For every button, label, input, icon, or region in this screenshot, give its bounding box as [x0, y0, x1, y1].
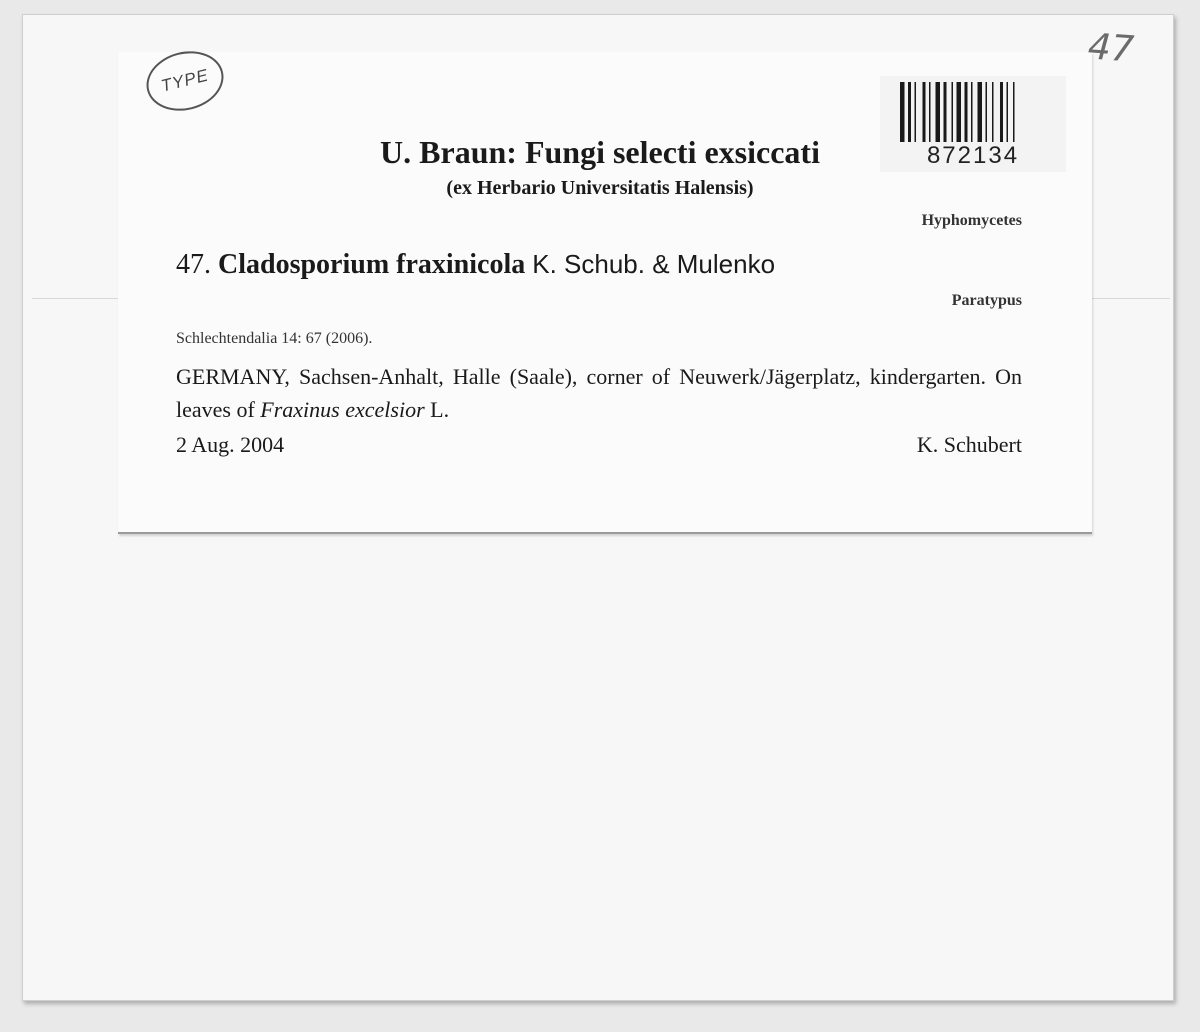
- series-title: U. Braun: Fungi selecti exsiccati: [380, 134, 820, 170]
- handwritten-number: 47: [1086, 26, 1136, 71]
- group-name: Hyphomycetes: [921, 212, 1022, 229]
- barcode-number: 872134: [926, 142, 1020, 169]
- taxon-line: [176, 249, 775, 281]
- host-author: L.: [424, 397, 450, 422]
- type-stamp: TYPE: [140, 43, 230, 118]
- collector-name: K. Schubert: [916, 432, 1022, 457]
- barcode-icon: [900, 82, 1046, 142]
- taxon-name: Cladosporium fraxinicola: [218, 249, 526, 280]
- barcode-label: [880, 76, 1066, 172]
- exsiccata-number: 47.: [176, 249, 211, 280]
- type-status: Paratypus: [951, 292, 1022, 309]
- collection-date: 2 Aug. 2004: [176, 432, 285, 457]
- locality-text: [176, 360, 1022, 426]
- taxon-authors: K. Schub. & Mulenko: [532, 249, 776, 279]
- literature-citation: Schlechtendalia 14: 67 (2006).: [176, 330, 373, 347]
- series-subtitle: (ex Herbario Universitatis Halensis): [446, 177, 754, 199]
- host-name: Fraxinus excelsior: [260, 397, 425, 422]
- locality-description: GERMANY, Sachsen-Anhalt, Halle (Saale), corner of Neuwerk/Jägerplatz, kindergarten. On leaves of: [176, 364, 1022, 422]
